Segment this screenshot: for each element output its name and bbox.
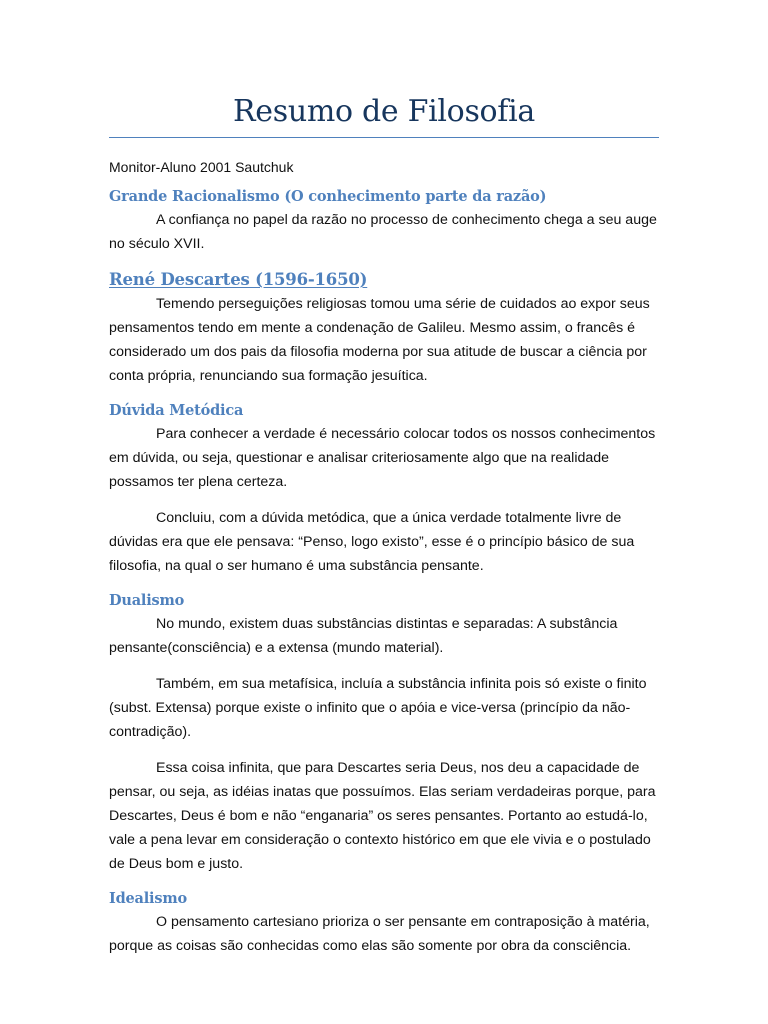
author-line: Monitor-Aluno 2001 Sautchuk <box>109 159 294 175</box>
paragraph: A confiança no papel da razão no processo de conhecimento chega a seu auge no século XVII. <box>109 212 657 252</box>
paragraph: Para conhecer a verdade é necessário colocar todos os nossos conhecimentos em dúvida, ou seja, questionar e analisar criteriosamente algo que na realidade possamos ter plena certeza. <box>109 426 656 490</box>
paragraph: Essa coisa infinita, que para Descartes seria Deus, nos deu a capacidade de pensar, ou seja, as idéias inatas que possuímos. Elas seriam verdadeiras porque, para Descartes, Deus é bom e não “enganaria” os seres pensantes. Portanto ao estudá-lo, vale a pena levar em consideração o contexto histórico em que ele vivia e o postulado de Deus bom e justo. <box>109 760 656 872</box>
section-heading: Dualismo <box>109 592 185 609</box>
section-heading: Dúvida Metódica <box>109 402 244 419</box>
section-heading: Idealismo <box>109 890 187 907</box>
section-dualismo <box>109 590 661 876</box>
paragraph: No mundo, existem duas substâncias distintas e separadas: A substância pensante(consciência) e a extensa (mundo material). <box>109 616 618 656</box>
paragraph: Concluiu, com a dúvida metódica, que a única verdade totalmente livre de dúvidas era que ele pensava: “Penso, logo existo”, esse é o princípio básico de sua filosofia, na qual o ser humano é uma substância pensante. <box>109 510 635 574</box>
section-grande-racionalismo <box>109 186 661 256</box>
section-heading: René Descartes (1596-1650) <box>109 270 368 289</box>
section-heading: Grande Racionalismo (O conhecimento parte da razão) <box>109 188 547 205</box>
paragraph: O pensamento cartesiano prioriza o ser pensante em contraposição à matéria, porque as coisas são conhecidas como elas são somente por obra da consciência. <box>109 914 650 954</box>
section-idealismo <box>109 888 661 958</box>
section-rene-descartes <box>109 268 661 388</box>
title-underline <box>109 137 659 138</box>
page-title: Resumo de Filosofia <box>232 94 535 129</box>
section-duvida-metodica <box>109 400 661 578</box>
document-body <box>109 156 661 958</box>
paragraph: Temendo perseguições religiosas tomou uma série de cuidados ao expor seus pensamentos tendo em mente a condenação de Galileu. Mesmo assim, o francês é considerado um dos pais da filosofia moderna por sua atitude de buscar a ciência por conta própria, renunciando sua formação jesuítica. <box>109 296 650 384</box>
paragraph: Também, em sua metafísica, incluía a substância infinita pois só existe o finito (subst. Extensa) porque existe o infinito que o apóia e vice-versa (princípio da não-contradição). <box>109 676 647 740</box>
